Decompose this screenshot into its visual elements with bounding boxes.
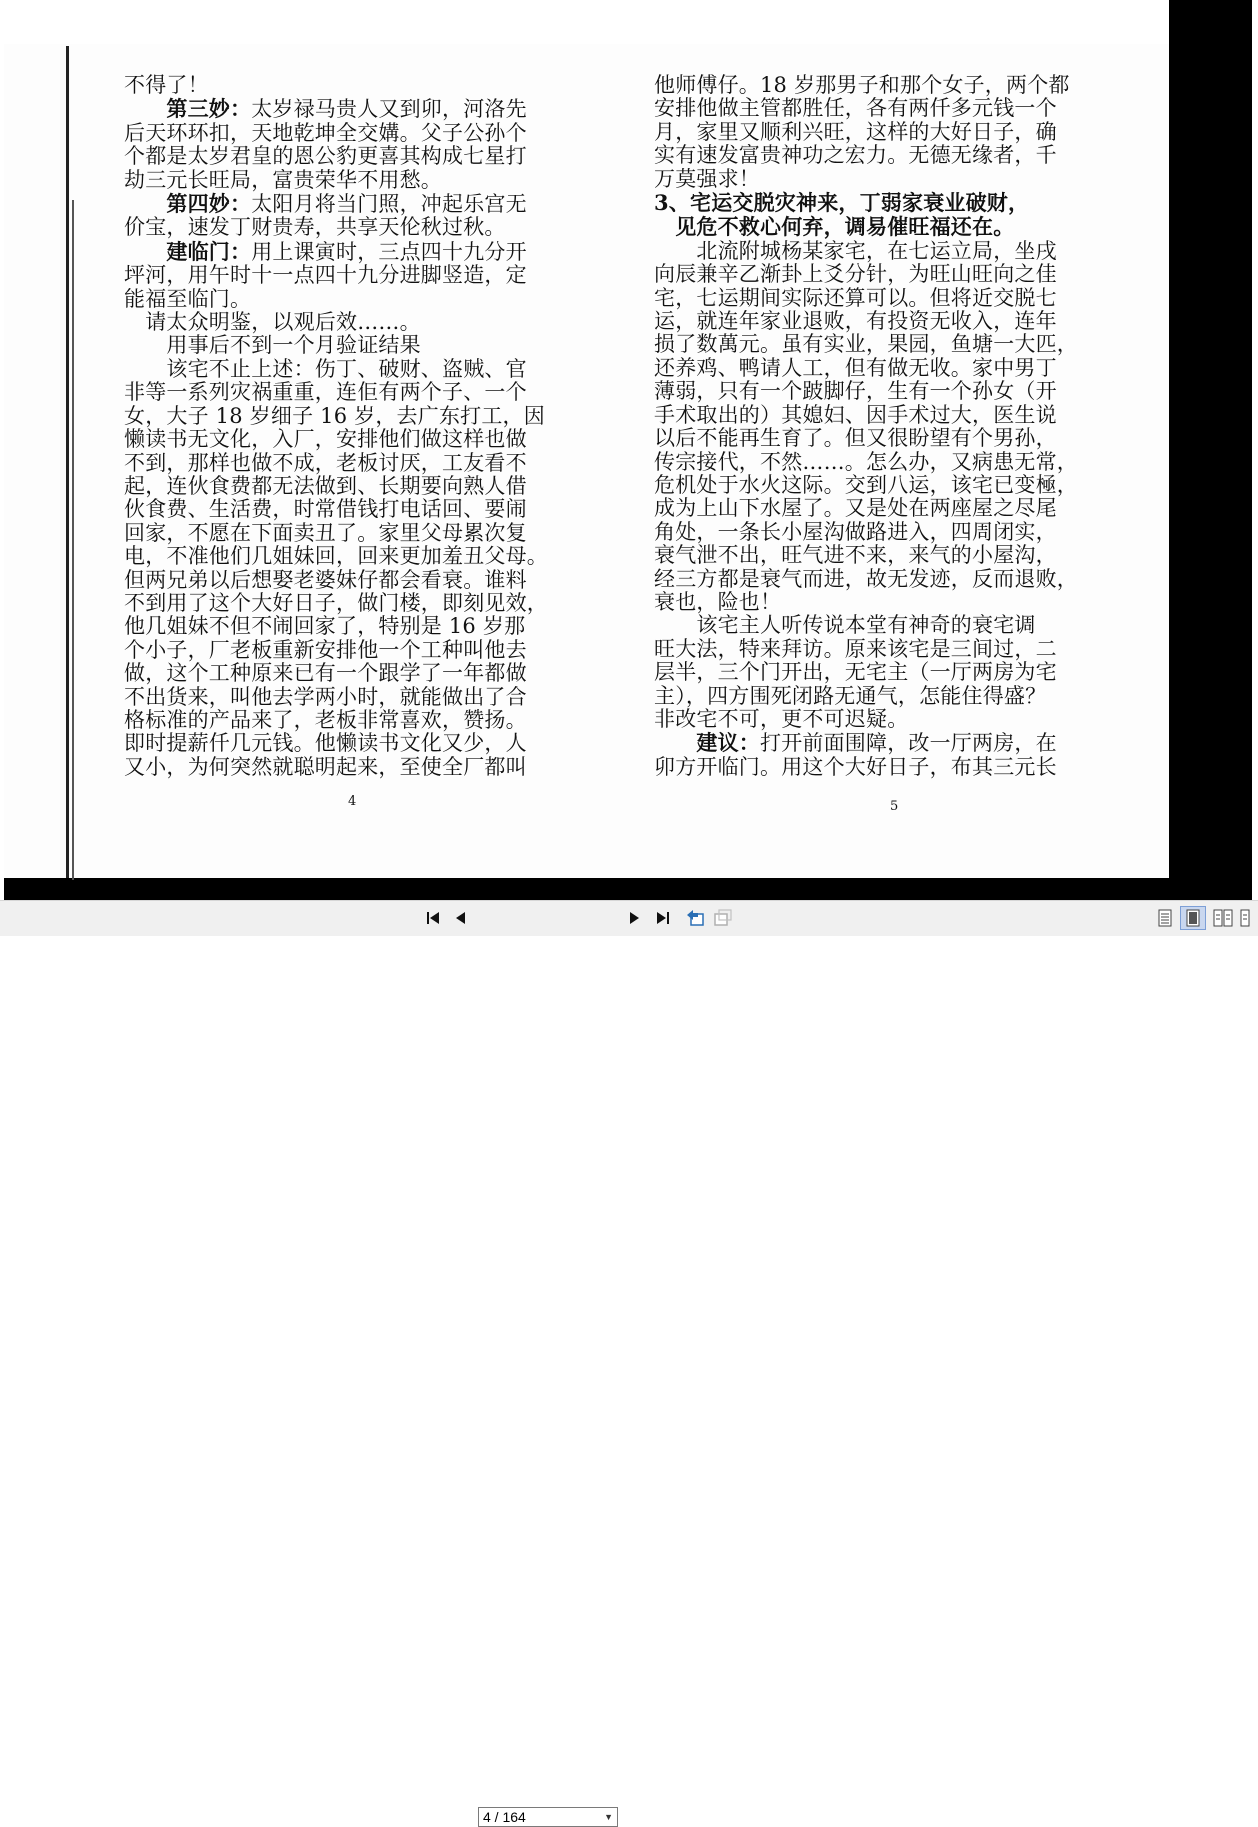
line-text: 打开前面围障，改一厅两房，在 [760,731,1057,756]
line-text: 危机处于水火这际。交到八运，该宅已变極， [654,473,1078,497]
text-line [654,240,1120,263]
facing-view-icon[interactable] [1212,909,1234,927]
line-text: 个小子，厂老板重新安排他一个工种叫他去 [124,638,527,662]
text-line [124,452,586,475]
text-line [124,639,586,662]
line-text: 非改宅不可，更不可迟疑。 [654,707,909,731]
text-line [124,264,586,287]
bold-heading: 建临门： [124,239,252,264]
text-line [124,381,586,404]
text-line [654,661,1120,684]
cover-view-icon[interactable] [1240,909,1258,927]
previous-page-icon[interactable] [452,909,468,927]
chevron-down-icon[interactable]: ▼ [604,1812,613,1822]
line-text: 但两兄弟以后想娶老婆妹仔都会看衰。谁料 [124,568,527,592]
line-text: 劫三元长旺局，富贵荣华不用愁。 [124,168,442,192]
line-text: 回家，不愿在下面卖丑了。家里父母累次复 [124,521,527,545]
line-text: 太岁禄马贵人又到卯，河洛先 [251,97,527,122]
line-text: 他师傅仔。18 岁那男子和那个女子，两个都 [654,74,1070,97]
text-line [654,380,1120,403]
continuous-view-icon[interactable] [1180,906,1206,930]
line-text: 女，大子 18 岁细子 16 岁，去广东打工，因 [124,404,545,428]
line-text: 不得了！ [124,74,209,97]
text-line [124,569,586,592]
line-text: 懒读书无文化，入厂，安排他们做这样也做 [124,428,527,452]
text-line [654,74,1120,97]
line-text: 不到，那样也做不成，老板讨厌，工友看不 [124,451,527,475]
first-page-icon[interactable] [424,909,442,927]
go-back-icon[interactable] [684,909,706,927]
line-text: 请太众明鉴，以观后效……。 [124,311,421,335]
line-text: 格标准的产品来了，老板非常喜欢，赞扬。 [124,708,527,732]
text-line [654,357,1120,380]
text-line [654,614,1120,637]
text-line [654,685,1120,708]
bold-heading: 建议： [654,731,760,756]
right-page-text [654,74,1120,779]
text-line [124,428,586,451]
viewer-right-edge [1252,0,1258,900]
line-text: 旺大法，特来拜访。原来该宅是三间过，二 [654,637,1057,661]
text-line [654,544,1120,567]
line-text: 层半，三个门开出，无宅主（一厅两房为宅 [654,661,1057,685]
document-viewport[interactable] [0,0,1258,900]
line-text: 运，就连年家业退败，有投资无收入，连年 [654,310,1057,334]
line-text: 安排他做主管都胜任，各有两仟多元钱一个 [654,97,1057,121]
page-number-value: 4 / 164 [483,1809,526,1825]
book-fold-shadow [66,46,69,878]
text-line [124,615,586,638]
line-text: 万莫强求！ [654,167,760,191]
text-line [654,638,1120,661]
line-text: 起，连伙食费都无法做到、长期要向熟人借 [124,474,527,498]
text-line [124,240,586,264]
line-text: 做，这个工种原来已有一个跟学了一年都做 [124,662,527,686]
text-line [124,334,586,357]
text-line [124,192,586,216]
line-text: 个都是太岁君皇的恩公豹更喜其构成七星打 [124,145,527,169]
text-line [654,404,1120,427]
text-line [124,756,586,779]
line-text: 不到用了这个大好日子，做门楼，即刻见效， [124,591,548,615]
text-line [654,451,1120,474]
text-line [124,686,586,709]
line-text: 传宗接代，不然……。怎么办，又病患无常， [654,450,1078,474]
text-line [654,287,1120,310]
text-line [124,405,586,428]
page-number-field[interactable] [478,1807,618,1827]
line-text: 价宝，速发丁财贵寿，共享天伦秋过秋。 [124,216,506,240]
text-line [654,310,1120,333]
line-text: 后天环环扣，天地乾坤全交媾。父子公孙个 [124,121,527,145]
line-text: 手术取出的）其媳妇、因手术过大，医生说 [654,403,1057,427]
text-line [654,168,1120,191]
line-text: 伙食费、生活费，时常借钱打电话回、要闹 [124,498,527,522]
text-line [124,169,586,192]
line-text: 还养鸡、鸭请人工，但有做无收。家中男丁 [654,356,1057,380]
line-text: 太阳月将当门照，冲起乐宫无 [251,192,527,217]
line-text: 宅，七运期间实际还算可以。但将近交脱七 [654,286,1057,310]
bold-heading: 第四妙： [124,192,252,217]
line-text: 能福至临门。 [124,287,252,311]
text-line [654,191,1120,215]
text-line [654,215,1120,239]
text-line [124,475,586,498]
line-text: 电，不准他们几姐妹回，回来更加羞丑父母。 [124,545,548,569]
line-text: 非等一系列灾祸重重，连佢有两个子、一个 [124,381,527,405]
text-line [124,545,586,568]
line-text: 衰也，险也！ [654,590,782,614]
line-text: 又小，为何突然就聪明起来，至使全厂都叫 [124,755,527,779]
text-line [124,97,586,121]
text-line [654,497,1120,520]
text-line [124,592,586,615]
text-line [124,145,586,168]
line-text: 北流附城杨某家宅，在七运立局，坐戌 [654,239,1057,263]
right-page-number: 5 [890,799,899,814]
line-text: 用上课寅时，三点四十九分开 [251,239,527,264]
line-text: 他几姐妹不但不闹回家了，特别是 16 岁那 [124,615,526,639]
text-line [124,709,586,732]
line-text: 损了数萬元。虽有实业，果园，鱼塘一大匹， [654,333,1078,357]
line-text: 衰气泄不出，旺气进不来，来气的小屋沟， [654,544,1057,568]
left-page-text [124,74,586,779]
book-fold-shadow-inner [72,200,74,880]
bold-heading: 3、宅运交脱灾神来，丁弱家衰业破财， [654,191,1030,216]
line-text: 薄弱，只有一个跛脚仔，生有一个孙女（开 [654,380,1057,404]
line-text: 月，家里又顺利兴旺，这样的大好日子，确 [654,120,1057,144]
line-text: 以后不能再生育了。但又很盼望有个男孙， [654,427,1057,451]
bold-heading: 见危不救心何弃，调易催旺福还在。 [654,215,1015,240]
text-line [654,591,1120,614]
text-line [124,216,586,239]
text-line [654,97,1120,120]
text-line [124,522,586,545]
line-text: 即时提薪仟几元钱。他懒读书文化又少，人 [124,732,527,756]
text-line [124,288,586,311]
viewer-left-edge [0,0,4,900]
single-page-view-icon[interactable] [1156,909,1174,927]
line-text: 成为上山下水屋了。又是处在两座屋之尽尾 [654,497,1057,521]
line-text: 坪河，用午时十一点四十九分进脚竖造，定 [124,264,527,288]
text-line [654,144,1120,167]
line-text: 主），四方围死闭路无通气，怎能住得盛？ [654,684,1047,708]
text-line [124,498,586,521]
text-line [654,756,1120,779]
line-text: 经三方都是衰气而进，故无发迹，反而退败， [654,567,1078,591]
next-page-icon[interactable] [627,909,643,927]
text-line [654,333,1120,356]
line-text: 卯方开临门。用这个大好日子，布其三元长 [654,755,1057,779]
text-line [124,74,586,97]
text-line [124,311,586,334]
navigation-toolbar [0,900,1258,1825]
text-line [654,121,1120,144]
bold-heading: 第三妙： [124,97,252,122]
text-line [124,662,586,685]
go-forward-icon[interactable] [712,909,734,927]
text-line [654,521,1120,544]
text-line [124,358,586,381]
text-line [654,731,1120,755]
left-page-number: 4 [348,794,357,809]
line-text: 实有速发富贵神功之宏力。无德无缘者，千 [654,144,1057,168]
text-line [654,708,1120,731]
line-text: 用事后不到一个月验证结果 [124,334,421,358]
text-line [654,474,1120,497]
line-text: 该宅主人听传说本堂有神奇的衰宅调 [654,614,1036,638]
last-page-icon[interactable] [654,909,672,927]
text-line [124,122,586,145]
line-text: 不出货来，叫他去学两小时，就能做出了合 [124,685,527,709]
text-line [654,263,1120,286]
scan-top-margin [0,0,1169,44]
line-text: 角处，一条长小屋沟做路进入，四周闭实， [654,520,1057,544]
text-line [654,568,1120,591]
text-line [124,732,586,755]
line-text: 该宅不止上述：伤丁、破财、盗贼、官 [124,357,527,381]
text-line [654,427,1120,450]
line-text: 向辰兼辛乙渐卦上爻分针，为旺山旺向之佳 [654,263,1057,287]
